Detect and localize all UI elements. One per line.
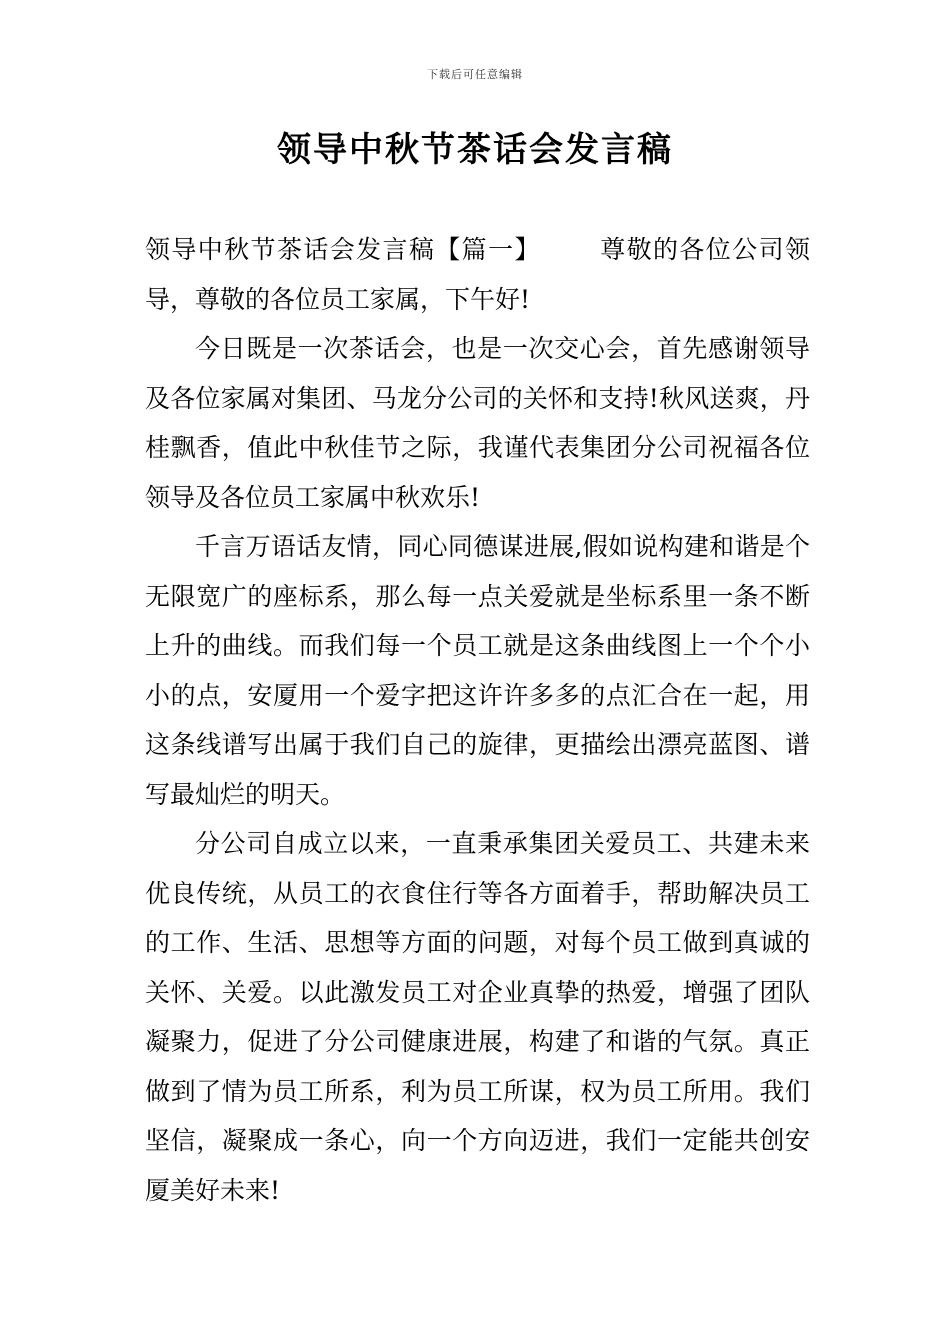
intro-paragraph — [145, 225, 810, 324]
document-title: 领导中秋节茶话会发言稿 — [277, 130, 673, 170]
intro-heading: 领导中秋节茶话会发言稿【篇一】 — [145, 235, 541, 264]
body-paragraph-3: 分公司自成立以来，一直秉承集团关爱员工、共建未来优良传统，从员工的衣食住行等各方面着手，帮助解决员工的工作、生活、思想等方面的问题，对每个员工做到真诚的关怀、关爱。以此激发员工对企业真挚的热爱，增强了团队凝聚力，促进了分公司健康进展，构建了和谐的气氛。真正做到了情为员工所系，利为员工所谋，权为员工所用。我们坚信，凝聚成一条心，向一个方向迈进，我们一定能共创安厦美好未来! — [145, 829, 810, 1205]
body-paragraph-2: 千言万语话友情，同心同德谋进展,假如说构建和谐是个无限宽广的座标系，那么每一点关爱就是坐标系里一条不断上升的曲线。而我们每一个员工就是这条曲线图上一个个小小的点，安厦用一个爱字把这许许多多的点汇合在一起，用这条线谱写出属于我们自己的旋律，更描绘出漂亮蓝图、谱写最灿烂的明天。 — [145, 532, 810, 809]
document-body — [145, 225, 810, 1215]
header-note: 下载后可任意编辑 — [427, 68, 523, 81]
body-paragraph-1: 今日既是一次茶话会，也是一次交心会，首先感谢领导及各位家属对集团、马龙分公司的关怀和支持!秋风送爽，丹桂飘香，值此中秋佳节之际，我谨代表集团分公司祝福各位领导及各位员工家属中秋欢乐! — [145, 334, 810, 512]
intro-greeting: 尊敬的各位公司领导，尊敬的各位员工家属，下午好! — [145, 235, 810, 314]
